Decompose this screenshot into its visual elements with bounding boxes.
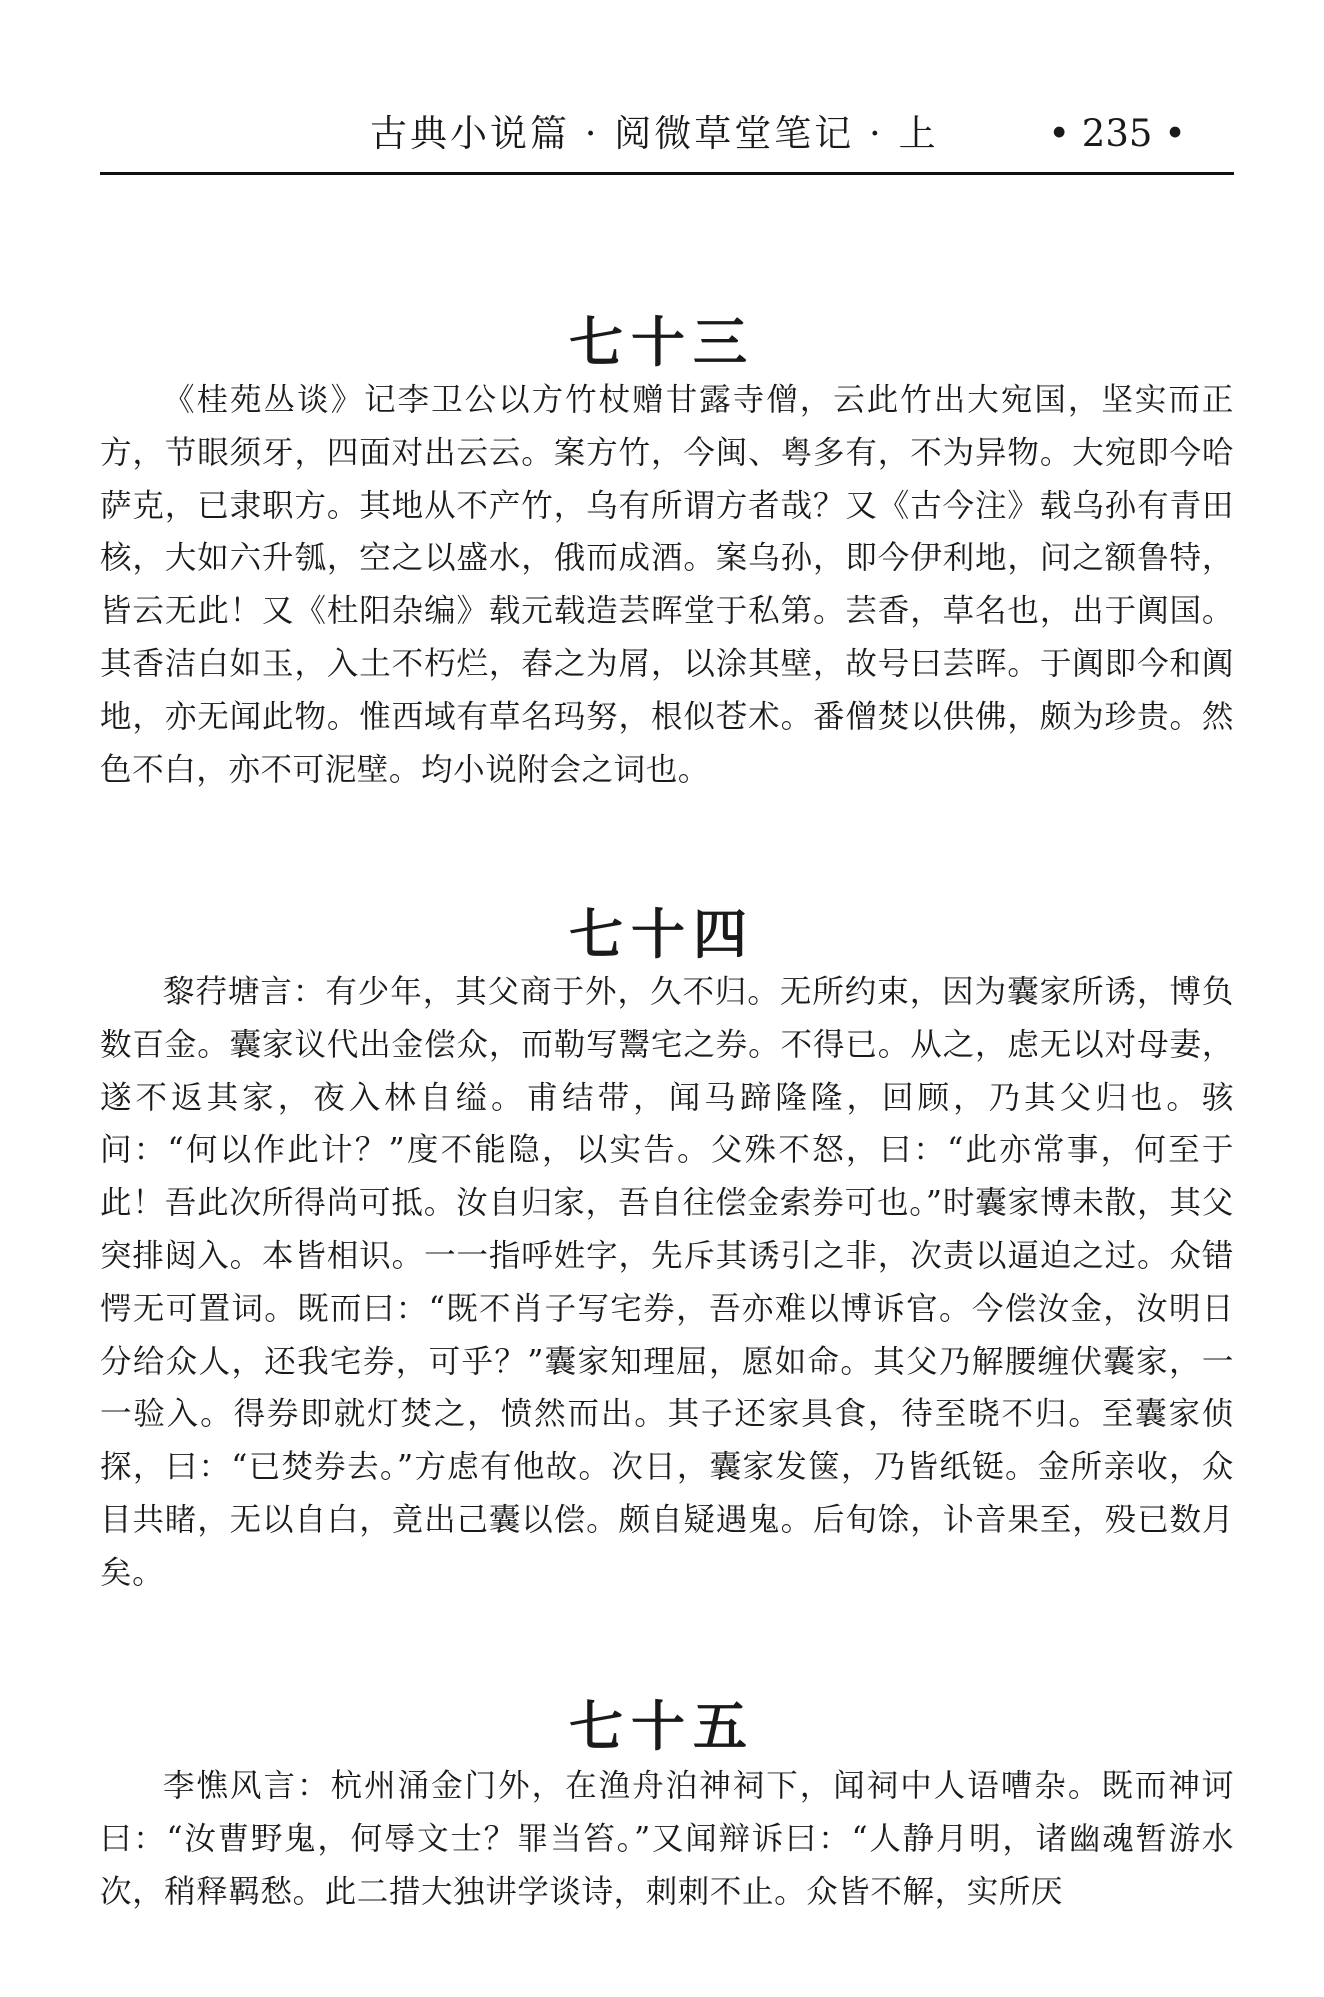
- page-header: [100, 108, 1234, 175]
- page-number: • 235 •: [1048, 112, 1186, 155]
- section-75-text: 李憔风言：杭州涌金门外，在渔舟泊神祠下，闻祠中人语嘈杂。既而神诃曰：“汝曹野鬼，何辱文士？罪当笞。”又闻辩诉曰：“人静月明，诸幽魂暂游水次，稍释羁愁。此二措大独讲学谈诗，刺刺不止。众皆不解，实所厌: [100, 1768, 1234, 1910]
- section-73-text: 《桂苑丛谈》记李卫公以方竹杖赠甘露寺僧，云此竹出大宛国，坚实而正方，节眼须牙，四面对出云云。案方竹，今闽、粤多有，不为异物。大宛即今哈萨克，已隶职方。其地从不产竹，乌有所谓方者哉？又《古今注》载乌孙有青田核，大如六升瓠，空之以盛水，俄而成酒。案乌孙，即今伊利地，问之额鲁特，皆云无此！又《杜阳杂编》载元载造芸晖堂于私第。芸香，草名也，出于阗国。其香洁白如玉，入土不朽烂，舂之为屑，以涂其壁，故号曰芸晖。于阗即今和阗地，亦无闻此物。惟西域有草名玛努，根似苍术。番僧焚以供佛，颇为珍贵。然色不白，亦不可泥壁。均小说附会之词也。: [100, 382, 1234, 788]
- section-74-text: 黎荇塘言：有少年，其父商于外，久不归。无所约束，因为囊家所诱，博负数百金。囊家议代出金偿众，而勒写鬻宅之券。不得已。从之，虑无以对母妻，遂不返其家，夜入林自缢。甫结带，闻马蹄隆隆，回顾，乃其父归也。骇问：“何以作此计？”度不能隐，以实告。父殊不怒，曰：“此亦常事，何至于此！吾此次所得尚可抵。汝自归家，吾自往偿金索券可也。”时囊家博未散，其父突排闼入。本皆相识。一一指呼姓字，先斥其诱引之非，次责以逼迫之过。众错愕无可置词。既而曰：“既不肖子写宅券，吾亦难以博诉官。今偿汝金，汝明日分给众人，还我宅券，可乎？”囊家知理屈，愿如命。其父乃解腰缠伏囊家，一一验入。得券即就灯焚之，愤然而出。其子还家具食，待至晓不归。至囊家侦探，曰：“已焚券去。”方虑有他故。次日，囊家发箧，乃皆纸铤。金所亲收，众目共睹，无以自白，竟出己囊以偿。颇自疑遇鬼。后旬馀，讣音果至，殁已数月矣。: [100, 974, 1234, 1591]
- section-title-75: 七十五: [569, 1694, 755, 1758]
- section-title-74: 七十四: [569, 902, 755, 966]
- running-head: 古典小说篇 · 阅微草堂笔记 · 上: [370, 112, 939, 155]
- section-title-73: 七十三: [569, 310, 755, 374]
